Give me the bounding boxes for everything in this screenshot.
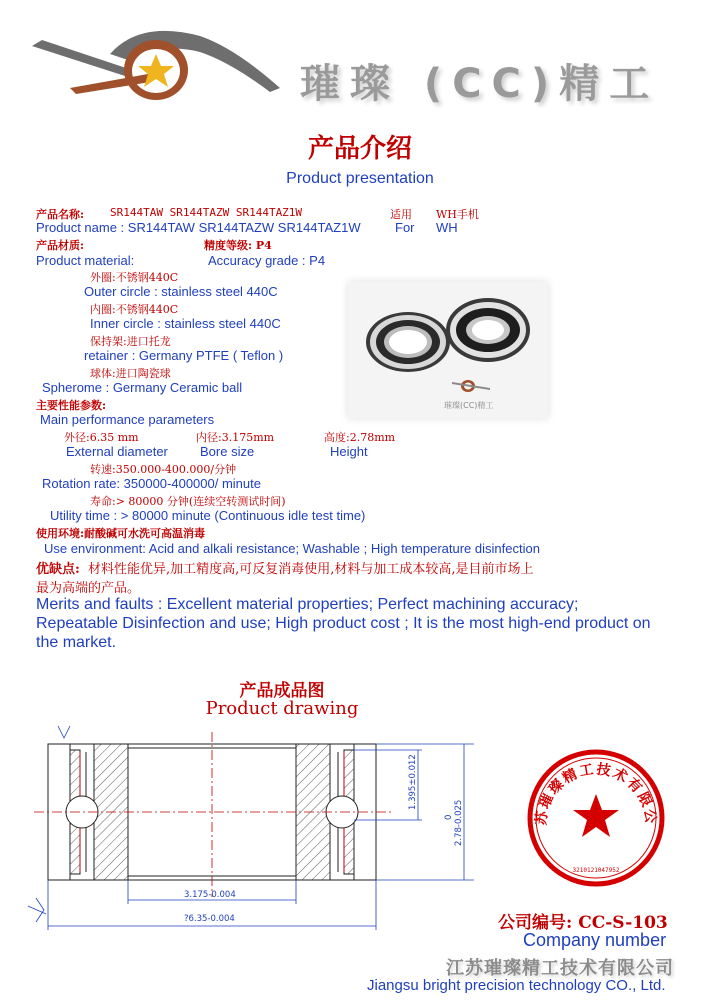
drawing-title-cn: 产品成品图 xyxy=(239,681,325,701)
merits-label-cn: 优缺点: xyxy=(36,562,80,577)
inner-ring-cn: 内圈:不锈钢440C xyxy=(90,303,179,316)
applies-value-en: WH xyxy=(436,220,458,235)
brand-name: 璀璨 (CC)精工 xyxy=(300,61,660,107)
dim-ring-label: 1.395±0.012 xyxy=(408,754,418,810)
outer-ring-en: Outer circle : stainless steel 440C xyxy=(84,284,278,299)
outer-ring-cn: 外圈:不锈钢440C xyxy=(90,271,179,284)
merits-line2-cn: 最为高端的产品。 xyxy=(36,581,141,596)
page-title-en: Product presentation xyxy=(286,170,434,187)
merits-line2-en: Repeatable Disinfection and use; High product cost ; It is the most high-end product on xyxy=(36,615,651,632)
company-name-cn: 江苏璀璨精工技术有限公司 xyxy=(446,958,674,979)
dim-outer-label: ?6.35-0.004 xyxy=(184,914,235,924)
material-label-en: Product material: xyxy=(36,253,135,268)
material-label-cn: 产品材质: xyxy=(36,239,85,252)
use-environment-en: Use environment: Acid and alkali resistance; Washable ; High temperature disinfection xyxy=(44,541,540,556)
height-cn: 高度:2.78mm xyxy=(324,431,396,444)
height-en: Height xyxy=(330,444,368,459)
product-name-label-cn: 产品名称: xyxy=(36,208,85,221)
applies-value-cn: WH手机 xyxy=(436,208,479,221)
company-name-en: Jiangsu bright precision technology CO., Ltd. xyxy=(367,977,666,994)
applies-label-en: For xyxy=(395,220,415,235)
params-title-cn: 主要性能参数: xyxy=(36,399,107,412)
rotation-rate-en: Rotation rate: 350000-400000/ minute xyxy=(42,476,261,491)
accuracy-grade-en: Accuracy grade : P4 xyxy=(208,253,326,268)
page-title-cn: 产品介绍 xyxy=(307,134,412,164)
product-name-en: Product name : SR144TAW SR144TAZW SR144TAZ1W xyxy=(36,220,361,235)
use-environment-cn: 使用环境:耐酸碱可水洗可高温消毒 xyxy=(36,527,206,540)
company-seal xyxy=(524,748,668,888)
retainer-en: retainer : Germany PTFE ( Teflon ) xyxy=(84,348,284,363)
product-photo xyxy=(348,282,548,418)
bore-size-en: Bore size xyxy=(200,444,255,459)
utility-time-en: Utility time : > 80000 minute (Continuous idle test time) xyxy=(50,508,366,523)
drawing-title-en: Product drawing xyxy=(205,698,359,719)
inner-ring-en: Inner circle : stainless steel 440C xyxy=(90,316,281,331)
retainer-cn: 保持架:进口托龙 xyxy=(90,335,171,348)
photo-watermark: 璀璨(CC)精工 xyxy=(444,401,494,410)
company-logo xyxy=(30,26,290,116)
applies-label-cn: 适用 xyxy=(390,208,412,221)
seal-text: 苏璀璨精工技术有限公 xyxy=(533,761,659,827)
sphere-cn: 球体:进口陶瓷球 xyxy=(90,367,171,380)
merits-line3-en: the market. xyxy=(36,634,117,651)
accuracy-grade-cn: 精度等级: P4 xyxy=(204,239,272,252)
product-name-value-cn: SR144TAW SR144TAZW SR144TAZ1W xyxy=(110,206,303,219)
bearing-drawing xyxy=(24,722,484,942)
outer-diameter-cn: 外径:6.35 mm xyxy=(64,431,139,444)
dim-zero-label: 0 xyxy=(444,814,454,820)
merits-line1-en: Merits and faults : Excellent material properties; Perfect machining accuracy; xyxy=(36,596,579,613)
merits-line1-cn: 材料性能优异,加工精度高,可反复消毒使用,材料与加工成本较高,是目前市场上 xyxy=(88,562,534,577)
dim-height-label: 2.78-0.025 xyxy=(454,799,464,846)
bore-size-cn: 内径:3.175mm xyxy=(196,431,275,444)
dim-bore-label: 3.175-0.004 xyxy=(184,890,236,900)
company-number-cn: 公司编号: CC-S-103 xyxy=(498,913,668,933)
params-title-en: Main performance parameters xyxy=(40,412,215,427)
outer-diameter-en: External diameter xyxy=(66,444,168,459)
rotation-rate-cn: 转速:350.000-400.000/分钟 xyxy=(90,463,237,476)
seal-number: 3210121047952 xyxy=(572,867,620,874)
company-number-en: Company number xyxy=(523,930,667,950)
utility-time-cn: 寿命:> 80000 分钟(连续空转测试时间) xyxy=(90,495,286,508)
sphere-en: Spherome : Germany Ceramic ball xyxy=(42,380,243,395)
